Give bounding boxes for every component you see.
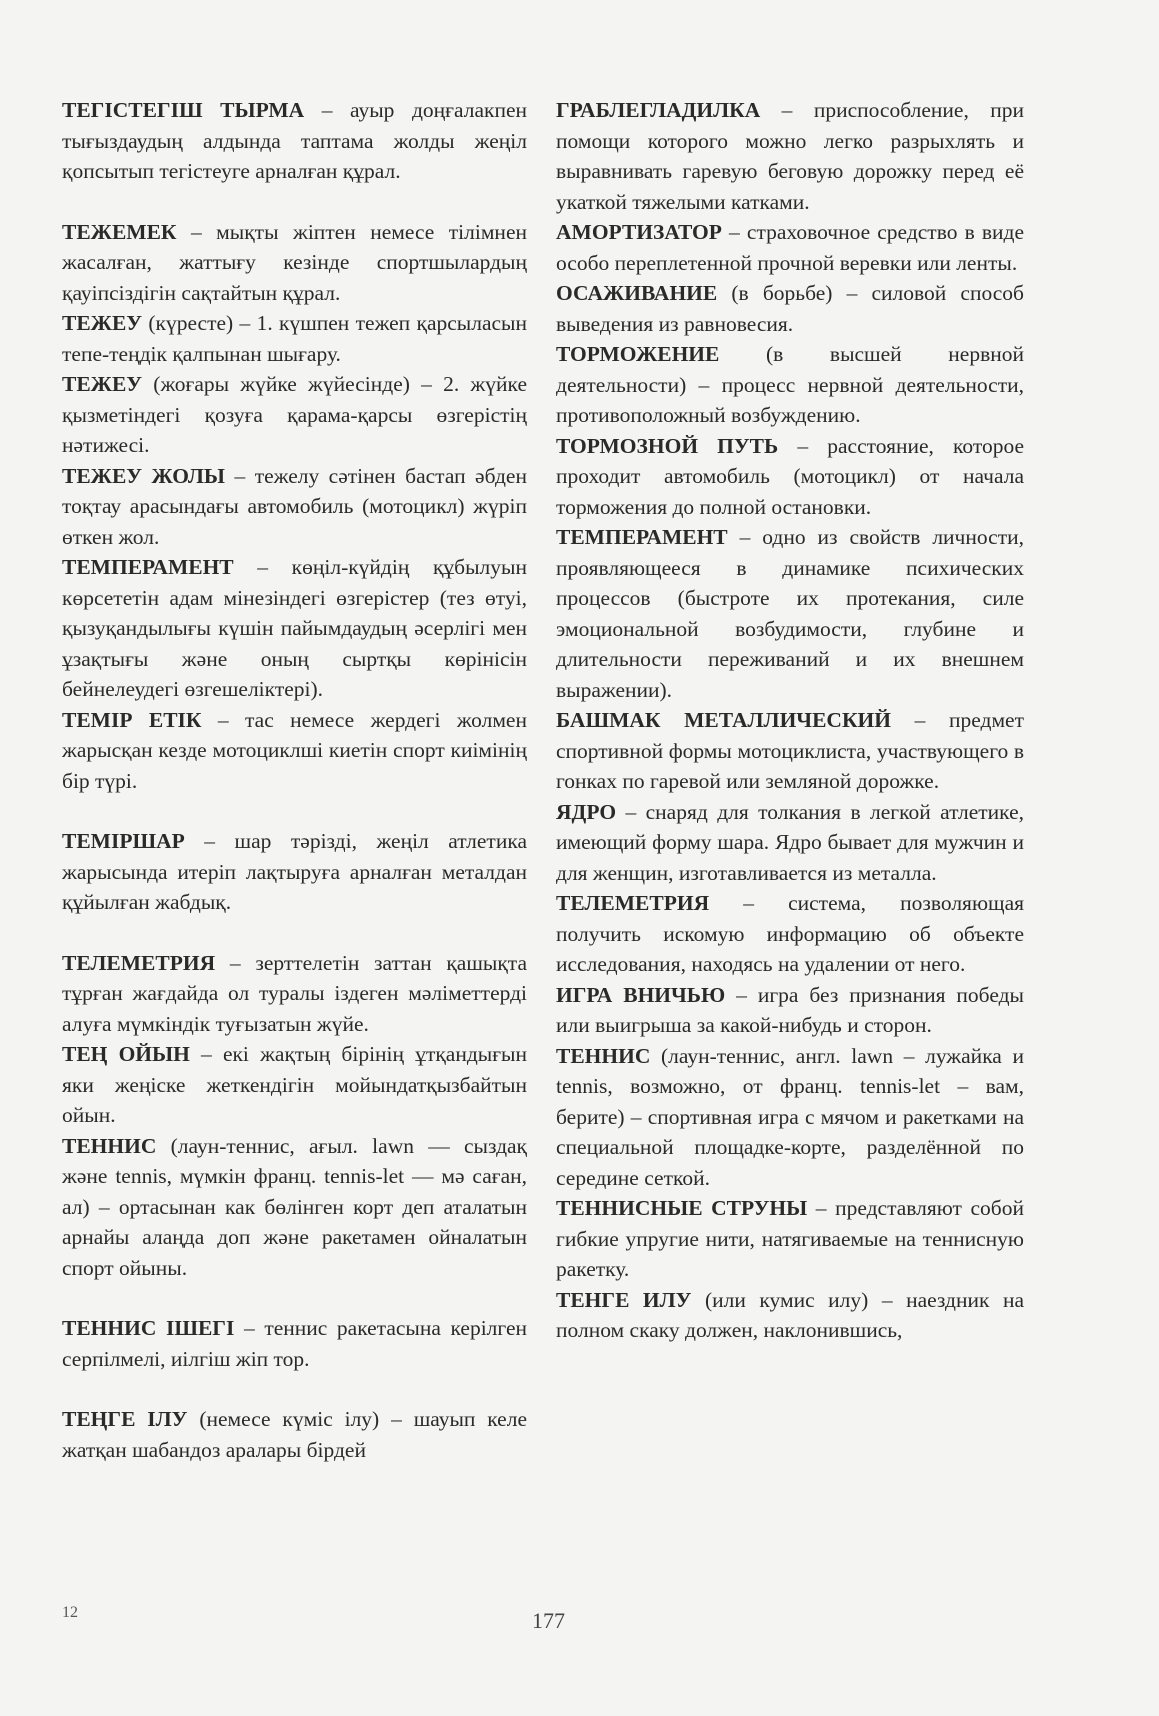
entry	[62, 95, 527, 187]
entry	[556, 1285, 1024, 1346]
entry-term: ТЕННИСНЫЕ СТРУНЫ	[556, 1196, 808, 1220]
entry-definition: – көңіл-күйдің құбылуын көрсететін адам мінезіндегі өзгерістер (тез өтуі, қызуқандылығы күшін пайымдаудың әсерлігі мен ұзақтығы және оның сыртқы көрінісін бейнелеудегі өзгешеліктері).	[62, 555, 527, 701]
entry-definition: – снаряд для толкания в легкой атлетике, имеющий форму шара. Ядро бывает для мужчин и для женщин, изготавливается из металла.	[556, 799, 1024, 885]
entry-term: ТЕЖЕМЕК	[62, 219, 177, 244]
entry-definition: (лаун-теннис, ағыл. lawn — сыздақ және tennis, мүмкін франц. tennis-let — мә саған, ал) – ортасынан как бөлінген корт деп аталатын арнайы алаңда доп және ракетамен ойналатын спорт ойыны.	[62, 1133, 527, 1280]
entry	[556, 888, 1024, 980]
right-column-russian	[556, 95, 1024, 1346]
entry	[556, 431, 1024, 523]
entry-term: ТЕННИС	[556, 1043, 651, 1068]
entry-definition: – представляют собой гибкие упругие нити, натягиваемые на теннисную ракетку.	[556, 1196, 1024, 1281]
entry-definition: (күресте) – 1. күшпен тежеп қарсыласын тепе-теңдік қалпынан шығару.	[62, 311, 527, 366]
entry-term: ТЕЛЕМЕТРИЯ	[62, 950, 216, 975]
entry-definition: – теннис ракетасына керілген серпілмелі, иілгіш жіп тор.	[62, 1316, 527, 1371]
entry	[62, 1131, 527, 1284]
entry-definition: (в высшей нервной деятельности) – процесс нервной деятельности, противоположный возбуждению.	[556, 342, 1024, 427]
entry-definition: – зерттелетін заттан қашықта тұрған жағдайда ол туралы іздеген мәліметтерді алуға мүмкіндік туғызатын жүйе.	[62, 950, 527, 1036]
entry	[62, 369, 527, 461]
entry-term: ЯДРО	[556, 799, 617, 824]
signature-mark: 12	[62, 1604, 78, 1621]
entry-definition: (в борьбе) – силовой способ выведения из равновесия.	[556, 281, 1024, 336]
entry	[556, 1193, 1024, 1285]
entry	[556, 797, 1024, 889]
entry-term: ТОРМОЗНОЙ ПУТЬ	[556, 433, 779, 458]
entry	[556, 278, 1024, 339]
entry-term: АМОРТИЗАТОР	[556, 220, 722, 244]
entry-term: ТЕМПЕРАМЕНТ	[62, 555, 234, 579]
entry	[62, 308, 527, 369]
entry-definition: (или кумис илу) – наездник на полном скаку должен, наклонившись,	[556, 1287, 1024, 1342]
entry	[556, 705, 1024, 797]
page-number: 177	[532, 1608, 565, 1633]
entry-definition: (немесе күміс ілу) – шауып келе жатқан шабандоз аралары бірдей	[62, 1407, 527, 1462]
entry-definition: – система, позволяющая получить искомую информацию об объекте исследования, находясь на удалении от него.	[556, 891, 1024, 976]
entry	[62, 217, 527, 309]
entry-term: ОСАЖИВАНИЕ	[556, 281, 718, 305]
entry-term: ИГРА ВНИЧЬЮ	[556, 982, 726, 1007]
entry-term: ТЕЖЕУ ЖОЛЫ	[62, 463, 226, 488]
entry-definition: – игра без признания победы или выигрыша за какой-нибудь и сторон.	[556, 982, 1024, 1037]
entry-term: ТОРМОЖЕНИЕ	[556, 342, 720, 366]
entry	[556, 217, 1024, 278]
entry-term: ТЕҢ ОЙЫН	[62, 1042, 190, 1066]
entry-definition: – тас немесе жердегі жолмен жарысқан кезде мотоциклші киетін спорт киімінің бір түрі.	[62, 707, 527, 793]
entry	[62, 461, 527, 553]
entry-definition: – одно из свойств личности, проявляющееся в динамике психических процессов (быстроте их протекания, силе эмоциональной возбудимости, глубине и длительности переживаний и их внешнем выражении).	[556, 525, 1024, 702]
entry-term: ТЕННИС ІШЕГІ	[62, 1316, 235, 1340]
entry	[556, 339, 1024, 431]
entry-definition: – приспособление, при помощи которого можно легко разрыхлять и выравнивать гаревую беговую дорожку перед её укаткой тяжелыми катками.	[556, 98, 1024, 214]
entry	[556, 980, 1024, 1041]
entry-term: БАШМАК МЕТАЛЛИЧЕСКИЙ	[556, 708, 891, 732]
entry-definition: – расстояние, которое проходит автомобиль (мотоцикл) от начала торможения до полной остановки.	[556, 433, 1024, 519]
entry-term: ТЕМПЕРАМЕНТ	[556, 525, 728, 549]
entry	[62, 552, 527, 705]
entry-definition: – тежелу сәтінен бастап әбден тоқтау арасындағы автомобиль (мотоцикл) жүріп өткен жол.	[62, 463, 527, 549]
entry-definition: (жоғары жүйке жүйесінде) – 2. жүйке қызметіндегі қозуға қарама-қарсы өзгерістің нәтижесі.	[62, 372, 527, 457]
entry-term: ТЕНГЕ ИЛУ	[556, 1287, 692, 1312]
entry	[62, 948, 527, 1040]
entry-definition: – предмет спортивной формы мотоциклиста, участвующего в гонках по гаревой или земляной дорожке.	[556, 708, 1024, 793]
entry	[62, 705, 527, 797]
entry-definition: (лаун-теннис, англ. lawn – лужайка и tennis, возможно, от франц. tennis-let – вам, берите) – спортивная игра с мячом и ракетками на специальной площадке-корте, разделённой по середине сеткой.	[556, 1043, 1024, 1190]
entry-term: ТЕЛЕМЕТРИЯ	[556, 891, 710, 915]
entry-term: ТЕЖЕУ	[62, 311, 143, 335]
entry	[556, 95, 1024, 217]
entry-term: ТЕМІРШАР	[62, 829, 185, 853]
left-column-kazakh	[62, 95, 527, 1465]
entry-term: ТЕГІСТЕГІШ ТЫРМА	[62, 98, 305, 122]
entry	[62, 1039, 527, 1131]
entry-definition: – мықты жіптен немесе тілімнен жасалған, жаттығу кезінде спортшылардың қауіпсіздігін сақтайтын құрал.	[62, 219, 527, 305]
entry-term: ТЕҢГЕ ІЛУ	[62, 1407, 188, 1431]
entry	[556, 522, 1024, 705]
entry	[62, 1313, 527, 1374]
entry	[62, 826, 527, 918]
entry-definition: – ауыр доңғалакпен тығыздаудың алдында таптама жолды жеңіл қопсытып тегістеуге арналған құрал.	[62, 98, 527, 183]
entry	[62, 1404, 527, 1465]
entry-term: ТЕННИС	[62, 1133, 157, 1158]
entry-definition: – екі жақтың бірінің ұтқандығын яки жеңіске жеткендігін мойындатқызбайтын ойын.	[62, 1042, 527, 1127]
entry-term: ГРАБЛЕГЛАДИЛКА	[556, 98, 761, 122]
entry-term: ТЕЖЕУ	[62, 372, 143, 396]
entry-term: ТЕМІР ЕТІК	[62, 707, 202, 732]
entry-definition: – шар тәрізді, жеңіл атлетика жарысында итеріп лақтыруға арналған металдан құйылған жабдық.	[62, 829, 527, 914]
entry	[556, 1041, 1024, 1194]
entry-definition: – страховочное средство в виде особо переплетенной прочной веревки или ленты.	[556, 220, 1024, 275]
